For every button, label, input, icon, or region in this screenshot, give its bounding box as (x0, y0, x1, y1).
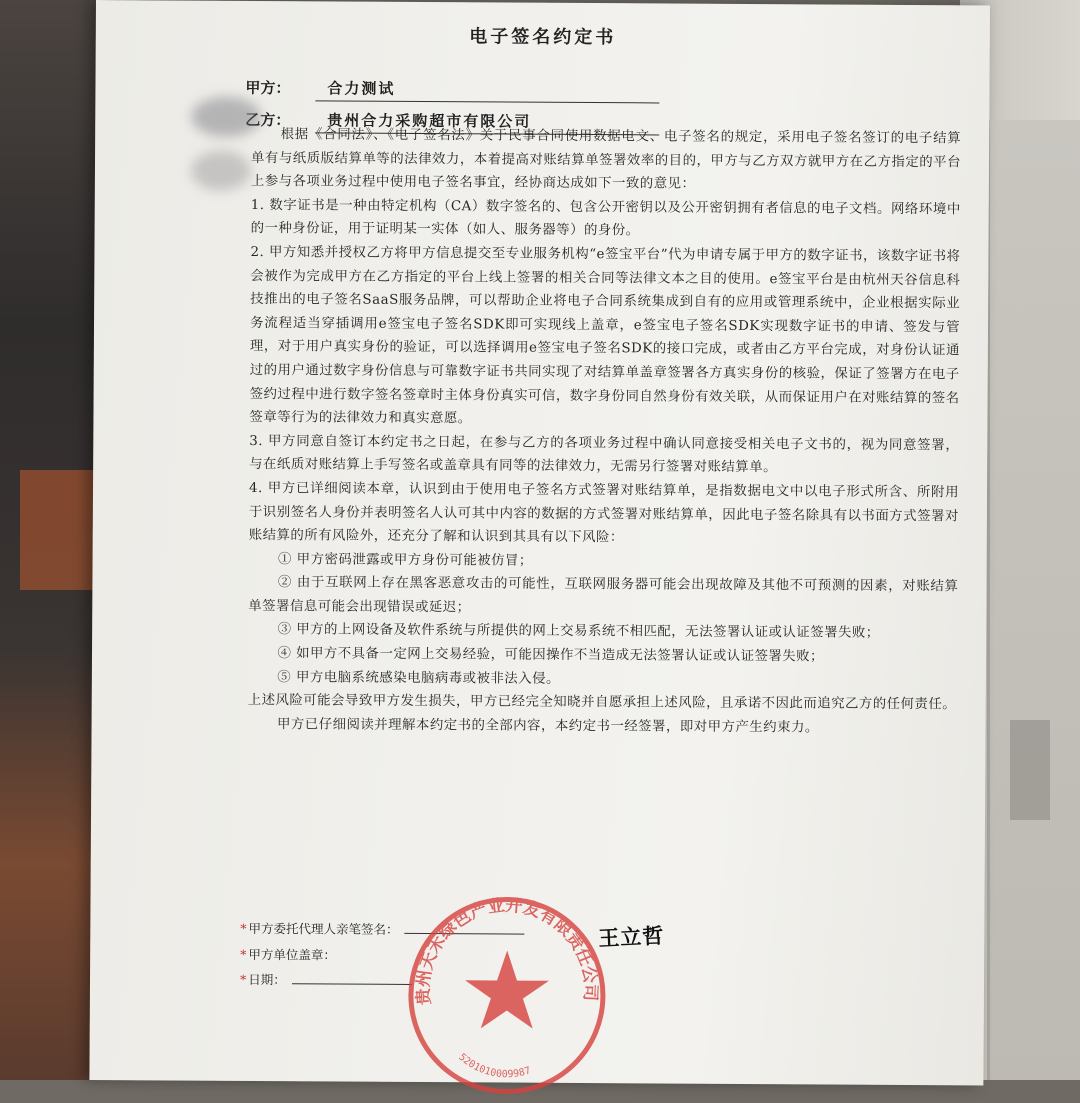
clause-2: 2. 甲方知悉并授权乙方将甲方信息提交至专业服务机构“e签宝平台”代为申请专属于甲方的数字证书，该数字证书将会被作为完成甲方在乙方指定的平台上线上签署的相关合同等法律文本之目的使用。e签宝平台是由杭州天谷信息科技推出的电子签名SaaS服务品牌，可以帮助企业将电子合同系统集成到自有的应用或管理系统中，企业根据实际业务流程适当穿插调用e签宝电子签名SDK即可实现线上盖章，e签宝电子签名SDK实现数字证书的申请、签发与管理，对于用户真实身份的验证，可以选择调用e签宝电子签名SDK的接口完成，或者由乙方平台完成，对身份认证通过的用户通过数字身份信息与可靠数字证书共同实现了对结算单盖章签署各方真实身份的核验，保证了签署方在电子签约过程中进行数字签名签章时主体身份真实可信，数字身份同自然身份有效关联，从而保证用户在对账结算的签名签章等行为的法律效力和真实意愿。 (249, 244, 961, 427)
seal-text: 贵州天禾绿色产业开发有限责任公司 (413, 895, 601, 1006)
image-smudge (191, 97, 261, 137)
clause-1: 1. 数字证书是一种由特定机构（CA）数字签名的、包含公开密钥以及公开密钥拥有者信息的电子文档。网络环境中的一种身份证，用于证明某一实体（如人、服务器等）的身份。 (250, 197, 961, 239)
risk-item-4: ④ 如甲方不具备一定网上交易经验，可能因操作不当造成无法签署认证或认证签署失败； (277, 646, 825, 665)
risk-item-2: ② 由于互联网上存在黑客恶意攻击的可能性，互联网服务器可能会出现故障及其他不可预测的因素，对账结算单签署信息可能会出现错误或延迟； (248, 575, 959, 616)
closing-paragraph-1: 上述风险可能会导致甲方发生损失，甲方已经完全知晓并自愿承担上述风险，且承诺不因此而追究乙方的任何责任。 (247, 693, 957, 713)
party-a-label: 甲方： (245, 78, 291, 98)
handwritten-signature: 王立哲 (597, 923, 665, 951)
required-star-3: * (239, 971, 247, 987)
required-star-1: * (240, 920, 247, 936)
unit-stamp-row (240, 945, 336, 964)
party-b-value: 贵州合力采购超市有限公司 (315, 109, 659, 135)
risk-item-1: ① 甲方密码泄露或甲方身份可能被仿冒； (278, 551, 533, 569)
intro-paragraph: 根据《合同法》、《电子签名法》关于民事合同使用数据电文、电子签名的规定，采用电子签名签订的电子结算单有与纸质版结算单等的法律效力，本着提高对账结算单签署效率的目的，甲方与乙方双方就甲方在乙方指定的平台上参与各项业务过程中使用电子签名事宜，经协商达成如下一致的意见： (250, 127, 962, 192)
document-body (248, 123, 962, 741)
party-b-label: 乙方： (245, 110, 291, 130)
background-wall-patch (1010, 720, 1050, 820)
closing-paragraph-2: 甲方已仔细阅读并理解本约定书的全部内容，本约定书一经签署，即对甲方产生约束力。 (277, 716, 819, 736)
image-smudge (191, 151, 251, 191)
date-line (292, 983, 412, 985)
date-label: 日期： (248, 971, 286, 988)
party-a-value: 合力测试 (315, 77, 659, 103)
paper-document (89, 0, 990, 1085)
clause-3: 3. 甲方同意自签订本约定书之日起，在参与乙方的各项业务过程中确认同意接受相关电子文书的，视为同意签署，与在纸质对账结算上手写签名或盖章具有同等的法律效力，无需另行签署对账结算单。 (249, 433, 960, 476)
date-row (240, 970, 412, 989)
unit-stamp-label: 甲方单位盖章： (248, 946, 336, 963)
party-a-line (245, 77, 745, 104)
clause-4: 4. 甲方已详细阅读本章，认识到由于使用电子签名方式签署对账结算单，是指数据电文中以电子形式所含、所附用于识别签名人身份并表明签名人认可其中内容的数据的方式签署对账结算单，因此电子签名除具有以书面方式签署对账结算的所有风险外，还充分了解和认识到其具有以下风险： (248, 480, 960, 546)
risk-item-3: ③ 甲方的上网设备及软件系统与所提供的网上交易系统不相匹配，无法签署认证或认证签署失败； (277, 622, 880, 642)
background-door (987, 120, 1080, 1080)
document-title: 电子签名约定书 (469, 26, 617, 49)
company-seal (401, 890, 612, 1101)
seal-number: 5201010009987 (456, 1051, 533, 1081)
required-star-2: * (240, 946, 247, 962)
svg-text:5201010009987 (456, 1052, 532, 1081)
risk-item-5: ⑤ 甲方电脑系统感染电脑病毒或被非法入侵。 (277, 669, 560, 687)
agent-signature-label: 甲方委托代理人亲笔签名： (248, 920, 399, 937)
